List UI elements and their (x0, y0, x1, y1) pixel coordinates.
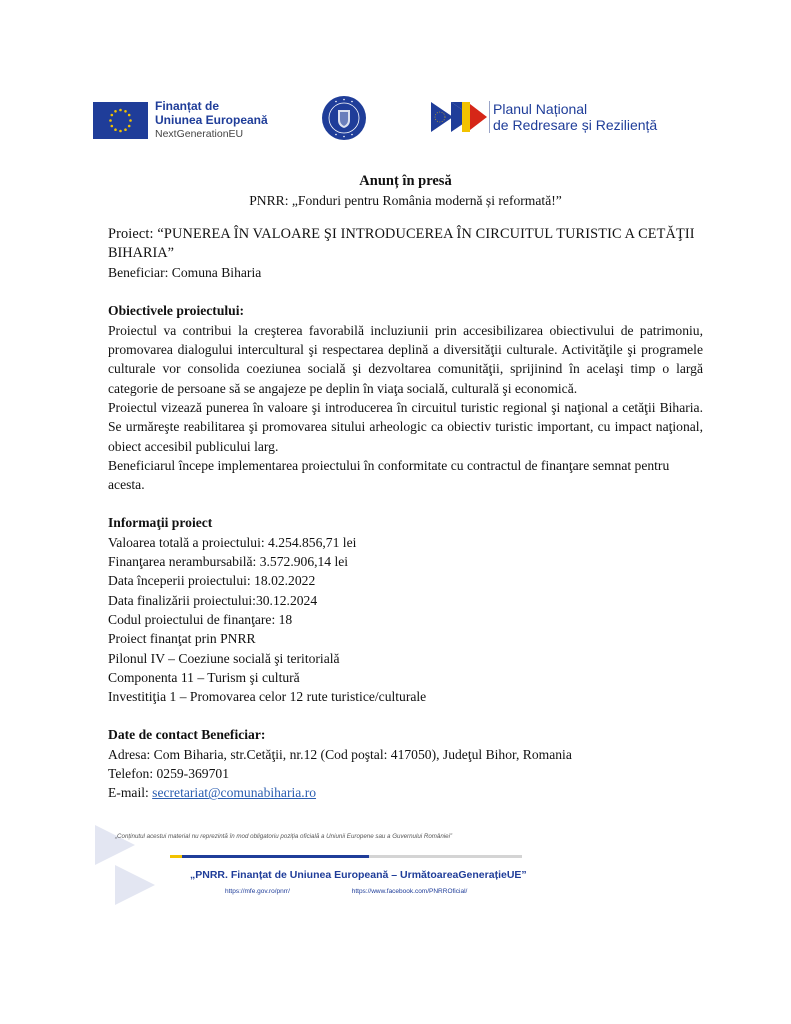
info-item: Investitiţia 1 – Promovarea celor 12 rute turistice/culturale (108, 689, 427, 705)
pnrr-logo-divider (489, 101, 490, 133)
footer-banner (95, 825, 695, 910)
contact-email-row (108, 783, 703, 802)
footer-progress-fill (182, 855, 369, 858)
contact-address: Adresa: Com Biharia, str.Cetăţii, nr.12 (Cod poştal: 417050), Judeţul Bihor, Romania (108, 746, 572, 762)
info-heading: Informaţii proiect (108, 515, 213, 531)
page-title: Anunț în presă (359, 173, 452, 189)
footer-links (225, 888, 527, 895)
eu-logo-line3: NextGenerationEU (155, 128, 244, 140)
pnrr-logo-line2: de Redresare și Reziliență (493, 117, 658, 133)
pnrr-logo (431, 101, 657, 133)
press-release (108, 172, 703, 803)
objectives-heading: Obiectivele proiectului: (108, 303, 245, 319)
objectives-paragraph: Proiectul va contribui la creşterea favorabilă incluziunii prin accesibilizarea obiectivului de patrimoniu, promovarea dialogului intercultural şi respectarea deplină a diversităţii culturale. Activităţile şi programele culturale vor consolida coeziunea socială şi dezvoltarea comunităţii, sprijinind în acelaşi timp o largă categorie de persoane să se angajeze pe deplin în viaţa socială, culturală şi economică. (108, 322, 703, 396)
footer-link-facebook[interactable]: https://www.facebook.com/PNRROficial/ (351, 888, 468, 895)
info-item: Data finalizării proiectului:30.12.2024 (108, 592, 318, 608)
eu-funding-logo (93, 99, 268, 141)
info-item: Valoarea totală a proiectului: 4.254.856,71 lei (108, 534, 357, 550)
eu-logo-line1: Finanțat de (155, 99, 220, 113)
info-item: Data începerii proiectului: 18.02.2022 (108, 573, 316, 589)
contact-phone: Telefon: 0259-369701 (108, 766, 229, 782)
page-subtitle: PNRR: „Fonduri pentru România modernă și reformată!” (249, 193, 562, 209)
project-name-line1: Proiect: “PUNEREA ÎN VALOARE ŞI INTRODUCEREA ÎN CIRCUITUL TURISTIC A CETĂŢII (108, 225, 695, 242)
info-list (108, 533, 703, 707)
footer-slogan: „PNRR. Finanțat de Uniunea Europeană – UrmătoareaGenerațieUE” (190, 869, 527, 881)
pnrr-logo-line1: Planul Național (493, 101, 588, 117)
contact-heading: Date de contact Beneficiar: (108, 727, 266, 743)
eu-logo-line2: Uniunea Europeană (155, 113, 268, 127)
beneficiary: Beneficiar: Comuna Biharia (108, 265, 262, 281)
disclaimer: „Conținutul acestui material nu reprezintă în mod obligatoriu poziția oficială a Uniunii Europene sau a Guvernului României” (115, 833, 453, 840)
info-item: Proiect finanţat prin PNRR (108, 631, 256, 647)
info-item: Codul proiectului de finanţare: 18 (108, 611, 293, 627)
header-logos (93, 95, 693, 145)
info-item: Componenta 11 – Turism şi cultură (108, 669, 300, 685)
email-label: E-mail: (108, 785, 153, 801)
email-link[interactable]: secretariat@comunabiharia.ro (152, 785, 317, 801)
objectives-paragraph: Beneficiarul începe implementarea proiectului în conformitate cu contractul de finanţare semnat pentru acesta. (108, 457, 670, 493)
info-item: Finanţarea nerambursabilă: 3.572.906,14 lei (108, 554, 349, 570)
eu-flag-icon (93, 102, 148, 139)
pencil-tip-icon (170, 855, 182, 858)
footer-progress-bar (182, 855, 522, 858)
footer-link-mfe[interactable]: https://mfe.gov.ro/pnrr/ (225, 888, 290, 895)
romanian-government-emblem-icon (321, 95, 367, 141)
info-item: Pilonul IV – Coeziune socială şi teritorială (108, 650, 340, 666)
project-name-line2: BIHARIA” (108, 244, 174, 261)
pnrr-arrows-icon (431, 102, 487, 132)
objectives-paragraph: Proiectul vizează punerea în valoare şi introducerea în circuitul turistic regional şi naţional a cetăţii Biharia. Se urmăreşte reabilitarea şi promovarea sitului arheologic ca obiectiv turistic important, cu impact naţional, obiect accesibil publicului larg. (108, 399, 703, 454)
